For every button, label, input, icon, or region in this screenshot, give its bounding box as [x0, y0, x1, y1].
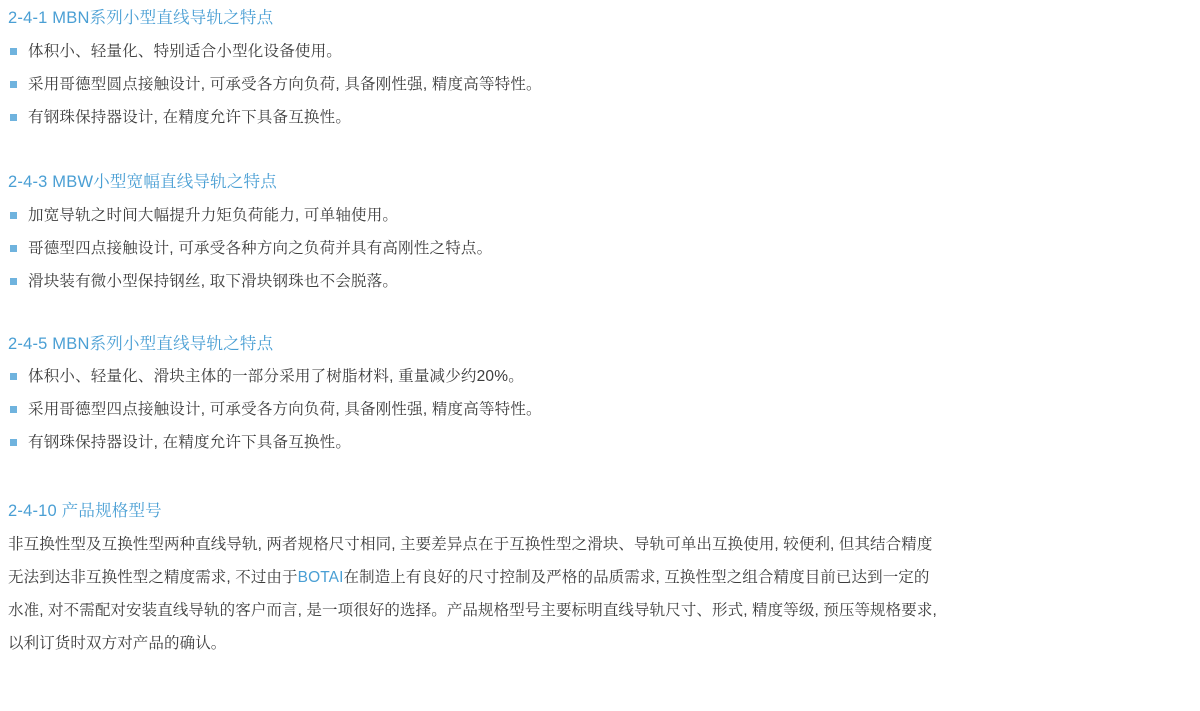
list-item-text: 体积小、轻量化、特别适合小型化设备使用。: [28, 42, 343, 60]
list-item: [8, 393, 1190, 426]
bullet-list: [8, 360, 1190, 459]
paragraph-line: 水准, 对不需配对安装直线导轨的客户而言, 是一项很好的选择。产品规格型号主要标明直线导轨尺寸、形式, 精度等级, 预压等规格要求,: [8, 602, 937, 619]
list-item: [8, 101, 1190, 134]
paragraph: [8, 528, 1190, 660]
square-bullet-icon: [10, 212, 17, 219]
square-bullet-icon: [10, 245, 17, 252]
section-mbn-small-linear-guide: [8, 6, 1190, 134]
square-bullet-icon: [10, 439, 17, 446]
section-spacer: [8, 134, 1190, 170]
bullet-list: [8, 199, 1190, 298]
paragraph-line: 非互换性型及互换性型两种直线导轨, 两者规格尺寸相同, 主要差异点在于互换性型之滑块、导轨可单出互换使用, 较便利, 但其结合精度: [8, 536, 933, 553]
brand-name: BOTAI: [297, 569, 344, 586]
list-item-text: 哥德型四点接触设计, 可承受各种方向之负荷并具有高刚性之特点。: [28, 239, 493, 257]
section-spacer: [8, 298, 1190, 332]
list-item: [8, 68, 1190, 101]
section-mbw-wide-linear-guide: [8, 170, 1190, 298]
section-heading: 2-4-3 MBW小型宽幅直线导轨之特点: [8, 172, 277, 191]
list-item: [8, 426, 1190, 459]
paragraph-line-suffix: 在制造上有良好的尺寸控制及严格的品质需求, 互换性型之组合精度目前已达到一定的: [343, 569, 930, 586]
paragraph-line: 以利订货时双方对产品的确认。: [8, 635, 227, 652]
list-item-text: 体积小、轻量化、滑块主体的一部分采用了树脂材料, 重量减少约20%。: [28, 368, 524, 386]
list-item-text: 有钢珠保持器设计, 在精度允许下具备互换性。: [28, 434, 352, 452]
list-item-text: 加宽导轨之时间大幅提升力矩负荷能力, 可单轴使用。: [28, 206, 399, 224]
list-item: [8, 199, 1190, 232]
list-item-text: 采用哥德型四点接触设计, 可承受各方向负荷, 具备刚性强, 精度高等特性。: [28, 401, 542, 419]
square-bullet-icon: [10, 373, 17, 380]
section-heading: 2-4-5 MBN系列小型直线导轨之特点: [8, 334, 274, 353]
square-bullet-icon: [10, 406, 17, 413]
paragraph-line-prefix: 无法到达非互换性型之精度需求, 不过由于: [8, 569, 298, 586]
list-item: [8, 265, 1190, 298]
bullet-list: [8, 35, 1190, 134]
list-item: [8, 360, 1190, 393]
list-item: [8, 232, 1190, 265]
list-item-text: 滑块装有微小型保持钢丝, 取下滑块钢珠也不会脱落。: [28, 272, 399, 290]
section-mbn-series-resin-linear-guide: [8, 332, 1190, 460]
section-spacer: [8, 459, 1190, 499]
square-bullet-icon: [10, 81, 17, 88]
square-bullet-icon: [10, 114, 17, 121]
square-bullet-icon: [10, 48, 17, 55]
list-item-text: 有钢珠保持器设计, 在精度允许下具备互换性。: [28, 108, 352, 126]
section-product-specification: [8, 499, 1190, 660]
section-heading: 2-4-1 MBN系列小型直线导轨之特点: [8, 9, 274, 27]
paragraph-line: [8, 561, 1190, 594]
square-bullet-icon: [10, 278, 17, 285]
section-heading: 2-4-10 产品规格型号: [8, 502, 162, 521]
list-item-text: 采用哥德型圆点接触设计, 可承受各方向负荷, 具备刚性强, 精度高等特性。: [28, 75, 542, 93]
list-item: [8, 35, 1190, 68]
